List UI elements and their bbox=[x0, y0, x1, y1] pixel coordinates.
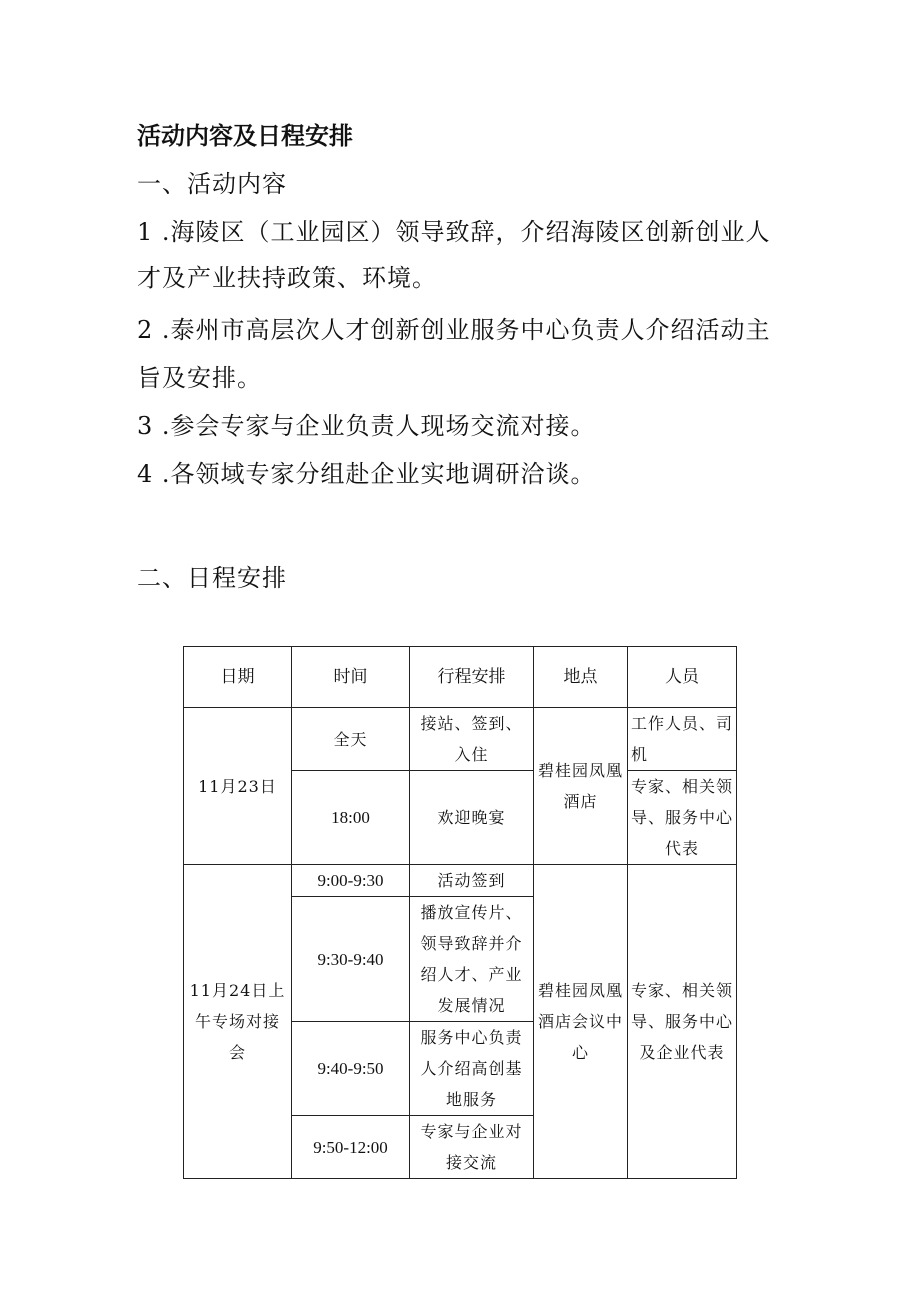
date-cell: 11月24日上午专场对接会 bbox=[184, 865, 292, 1179]
activity-cell: 活动签到 bbox=[410, 865, 534, 897]
table-header-row bbox=[184, 647, 737, 708]
item-1-line-2: 才及产业扶持政策、环境。 bbox=[137, 264, 437, 292]
schedule-table bbox=[183, 646, 737, 1179]
people-cell: 工作人员、司机 bbox=[628, 708, 737, 771]
header-date: 日期 bbox=[184, 647, 292, 708]
location-cell: 碧桂园凤凰酒店会议中心 bbox=[534, 865, 628, 1179]
date-cell: 11月23日 bbox=[184, 708, 292, 865]
item-4: 4 .各领域专家分组赴企业实地调研洽谈。 bbox=[137, 460, 596, 488]
activity-cell: 服务中心负责人介绍高创基地服务 bbox=[410, 1022, 534, 1116]
activity-cell: 欢迎晚宴 bbox=[410, 771, 534, 865]
item-2-line-2: 旨及安排。 bbox=[137, 364, 262, 392]
item-2-line-1: 2 .泰州市高层次人才创新创业服务中心负责人介绍活动主 bbox=[137, 316, 771, 344]
time-cell: 9:30-9:40 bbox=[292, 897, 410, 1022]
time-cell: 18:00 bbox=[292, 771, 410, 865]
time-cell: 全天 bbox=[292, 708, 410, 771]
activity-cell: 专家与企业对接交流 bbox=[410, 1116, 534, 1179]
time-cell: 9:40-9:50 bbox=[292, 1022, 410, 1116]
header-people: 人员 bbox=[628, 647, 737, 708]
item-3: 3 .参会专家与企业负责人现场交流对接。 bbox=[137, 412, 596, 440]
table-row bbox=[184, 865, 737, 897]
time-cell: 9:00-9:30 bbox=[292, 865, 410, 897]
people-cell: 专家、相关领导、服务中心代表 bbox=[628, 771, 737, 865]
activity-cell: 播放宣传片、领导致辞并介绍人才、产业发展情况 bbox=[410, 897, 534, 1022]
header-time: 时间 bbox=[292, 647, 410, 708]
section-heading-content: 一、活动内容 bbox=[137, 170, 287, 198]
people-cell: 专家、相关领导、服务中心及企业代表 bbox=[628, 865, 737, 1179]
header-activity: 行程安排 bbox=[410, 647, 534, 708]
table-row bbox=[184, 708, 737, 771]
time-cell: 9:50-12:00 bbox=[292, 1116, 410, 1179]
activity-cell: 接站、签到、入住 bbox=[410, 708, 534, 771]
page-title: 活动内容及日程安排 bbox=[137, 122, 353, 150]
header-location: 地点 bbox=[534, 647, 628, 708]
section-heading-schedule: 二、日程安排 bbox=[137, 564, 287, 592]
item-1-line-1: 1 .海陵区（工业园区）领导致辞，介绍海陵区创新创业人 bbox=[137, 218, 771, 246]
location-cell: 碧桂园凤凰酒店 bbox=[534, 708, 628, 865]
